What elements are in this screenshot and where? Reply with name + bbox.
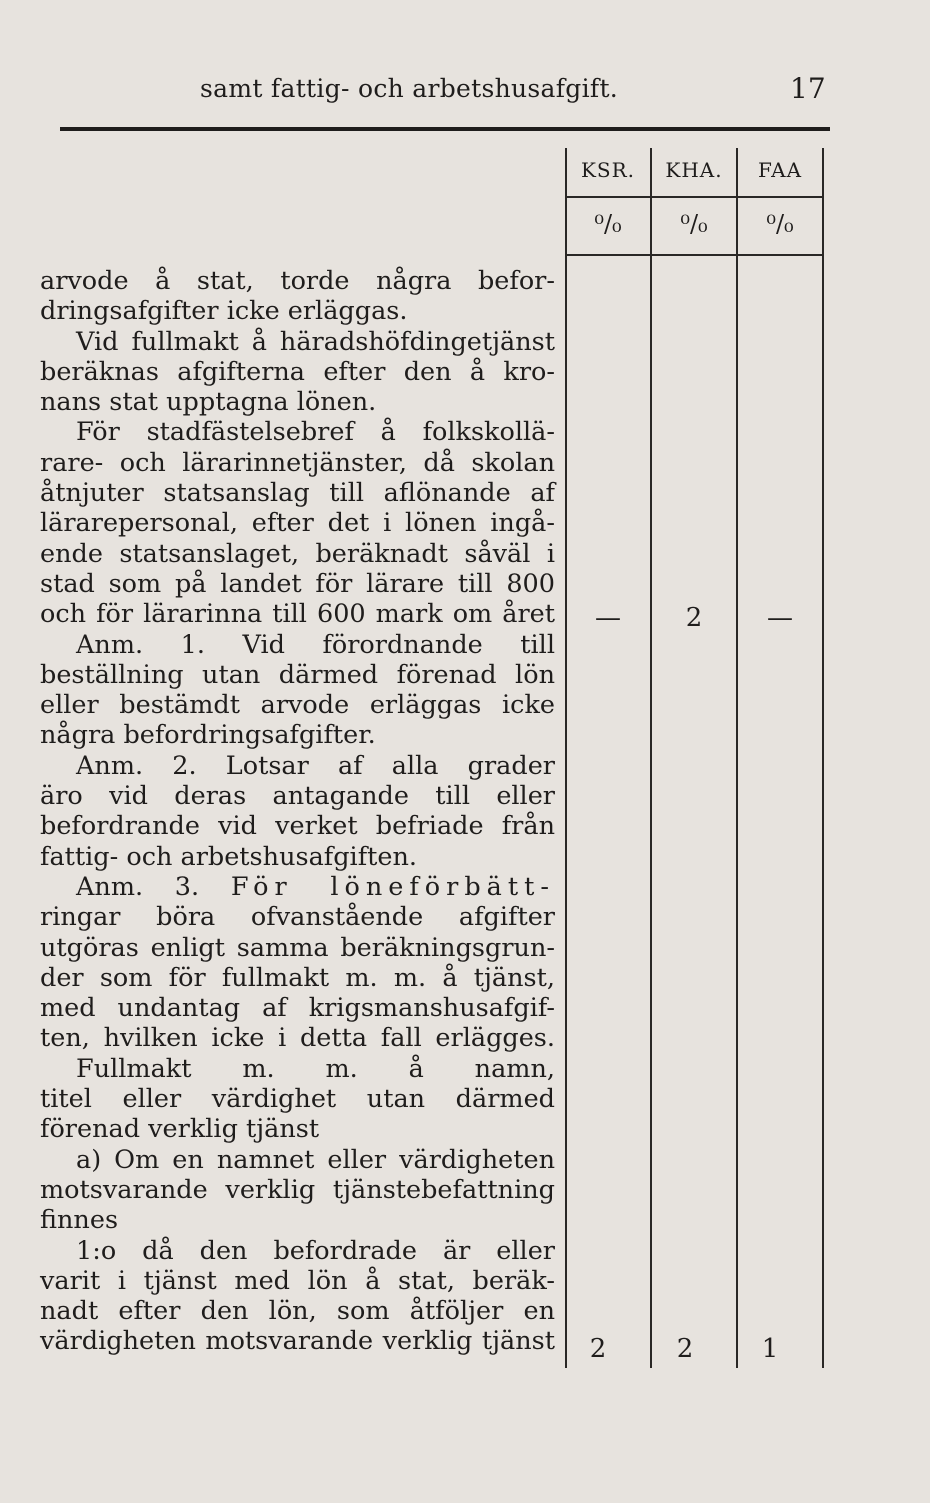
top-rule [60, 127, 830, 131]
text-line: nans stat upptagna lönen. [40, 387, 377, 418]
row2-kha-value: 2 [676, 1334, 694, 1364]
text-line: stad som på landet för lärare till 800 [40, 568, 555, 599]
text-line: der som för fullmakt m. m. å tjänst, [40, 962, 555, 993]
text-line: motsvarande verklig tjänstebefattning [40, 1174, 555, 1205]
text-line: befordrande vid verket befriade från [40, 811, 555, 842]
header-rule-2 [565, 254, 823, 256]
text-line: Vid fullmakt å häradshöfdingetjänst [76, 326, 555, 357]
row1-kha-value: 2 [685, 603, 703, 633]
spaced-text: För löneförbätt- [230, 871, 555, 902]
text-line: lärarepersonal, efter det i lönen ingå- [40, 508, 555, 539]
col-ksr-head: KSR. [580, 158, 636, 182]
text-line: ten, hvilken icke i detta fall erlägges. [40, 1023, 555, 1054]
col-ksr-unit: ⁰/₀ [594, 210, 622, 238]
text-line: varit i tjänst med lön å stat, beräk- [40, 1265, 555, 1296]
text-line: a) Om en namnet eller värdigheten [76, 1144, 555, 1175]
header-rule-1 [565, 196, 823, 198]
row2-faa-value: 1 [761, 1334, 779, 1364]
column-rule-text [565, 148, 567, 1368]
text-line: med undantag af krigsmanshusafgif- [40, 993, 555, 1024]
text-line: förenad verklig tjänst [40, 1114, 320, 1145]
text-line: åtnjuter statsanslag till aflönande af [40, 478, 555, 509]
text-line: utgöras enligt samma beräkningsgrun- [40, 932, 555, 963]
text-line: rare- och lärarinnetjänster, då skolan [40, 447, 555, 478]
text-line: dringsafgifter icke erläggas. [40, 296, 408, 327]
body-text [40, 266, 555, 1357]
column-rule-kha [736, 148, 738, 1368]
text-line: äro vid deras antagande till eller [40, 781, 555, 812]
column-rule-ksr [650, 148, 652, 1368]
col-kha-head: KHA. [665, 158, 723, 182]
text-line: Anm. 1. Vid förordnande till [76, 629, 555, 660]
text-line: värdigheten motsvarande verklig tjänst [40, 1326, 555, 1357]
row2-ksr-value: 2 [589, 1334, 607, 1364]
text-line: nadt efter den lön, som åtföljer en [40, 1296, 555, 1327]
col-faa-unit: ⁰/₀ [766, 210, 794, 238]
text-line: 1:o då den befordrade är eller [76, 1235, 555, 1266]
text-line: finnes [40, 1205, 119, 1236]
col-faa-head: FAA [757, 158, 803, 182]
text-line: beställning utan därmed förenad lön [40, 659, 555, 690]
row1-faa-value: — [767, 603, 793, 633]
anm3-line [40, 872, 555, 902]
text-line: arvode å stat, torde några befor- [40, 266, 555, 296]
text-line: ende statsanslaget, beräknadt såväl i [40, 538, 555, 569]
text-line: eller bestämdt arvode erläggas icke [40, 690, 555, 721]
running-head [0, 68, 930, 108]
text-line: titel eller värdighet utan därmed [40, 1084, 555, 1115]
text-line: Fullmakt m. m. å namn, [76, 1053, 555, 1084]
text-line: beräknas afgifterna efter den å kro- [40, 356, 555, 387]
page-number: 17 [790, 72, 826, 105]
anm3-prefix: Anm. 3. [76, 871, 200, 902]
text-line: fattig- och arbetshusafgiften. [40, 841, 417, 872]
col-kha-unit: ⁰/₀ [680, 210, 708, 238]
text-line: Anm. 2. Lotsar af alla grader [76, 750, 555, 781]
text-line: några befordringsafgifter. [40, 720, 376, 751]
column-rule-faa [822, 148, 824, 1368]
running-title: samt fattig- och arbetshusafgift. [200, 74, 619, 103]
text-line: För stadfästelsebref å folkskollä- [76, 417, 555, 448]
row1-ksr-value: — [595, 603, 621, 633]
text-line: ringar böra ofvanstående afgifter [40, 902, 555, 933]
text-line: och för lärarinna till 600 mark om året [40, 599, 555, 630]
